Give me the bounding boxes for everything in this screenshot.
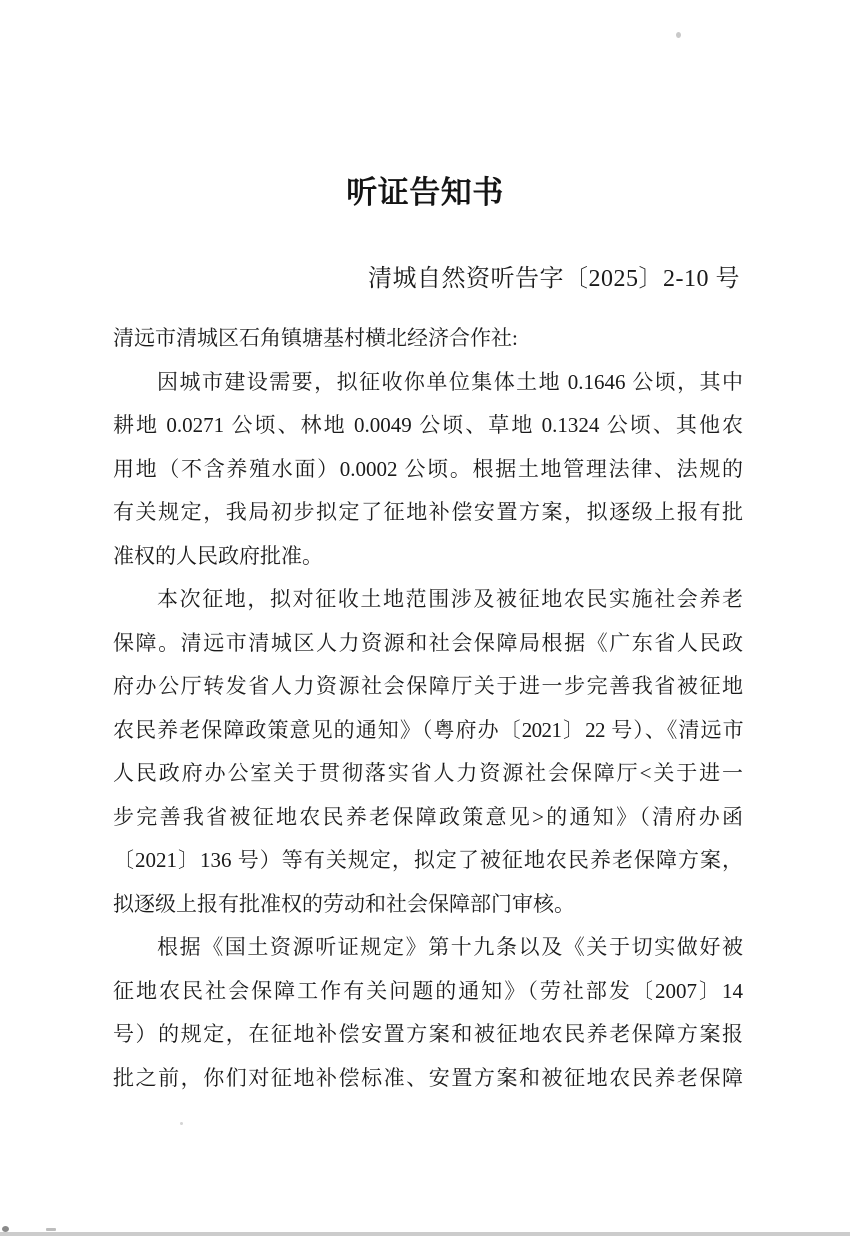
scan-speck bbox=[676, 32, 681, 38]
document-title: 听证告知书 bbox=[346, 175, 504, 210]
body-line: 本次征地，拟对征收土地范围涉及被征地农民实施社会养老 bbox=[157, 587, 743, 611]
document-reference-number: 清城自然资听告字〔2025〕2-10 号 bbox=[368, 266, 740, 292]
body-line: 人民政府办公室关于贯彻落实省人力资源社会保障厅<关于进一 bbox=[113, 761, 743, 785]
body-line: 用地（不含养殖水面）0.0002 公顷。根据土地管理法律、法规的 bbox=[113, 456, 743, 481]
document-body bbox=[113, 317, 743, 1100]
body-line: 拟逐级上报有批准权的劳动和社会保障部门审核。 bbox=[113, 891, 575, 916]
body-line: 因城市建设需要，拟征收你单位集体土地 0.1646 公顷，其中 bbox=[157, 369, 743, 394]
body-line: 农民养老保障政策意见的通知》（粤府办〔2021〕22 号）、《清远市 bbox=[113, 717, 743, 742]
body-line: 〔2021〕136 号）等有关规定，拟定了被征地农民养老保障方案， bbox=[113, 848, 743, 872]
body-line: 准权的人民政府批准。 bbox=[113, 543, 323, 568]
body-line: 有关规定，我局初步拟定了征地补偿安置方案，拟逐级上报有批 bbox=[113, 500, 743, 524]
body-line: 耕地 0.0271 公顷、林地 0.0049 公顷、草地 0.1324 公顷、其他农 bbox=[113, 413, 743, 437]
scan-speck bbox=[46, 1228, 56, 1231]
body-line: 府办公厅转发省人力资源社会保障厅关于进一步完善我省被征地 bbox=[113, 674, 743, 698]
body-line: 批之前，你们对征地补偿标准、安置方案和被征地农民养老保障 bbox=[113, 1065, 743, 1090]
scan-edge-shadow bbox=[0, 1232, 850, 1236]
body-line: 步完善我省被征地农民养老保障政策意见>的通知》（清府办函 bbox=[113, 804, 743, 829]
body-line: 征地农民社会保障工作有关问题的通知》（劳社部发〔2007〕14 bbox=[113, 978, 743, 1003]
body-line: 保障。清远市清城区人力资源和社会保障局根据《广东省人民政 bbox=[113, 630, 743, 655]
body-line: 号）的规定，在征地补偿安置方案和被征地农民养老保障方案报 bbox=[113, 1022, 743, 1046]
addressee-line: 清远市清城区石角镇塘基村横北经济合作社: bbox=[113, 326, 518, 350]
scan-speck bbox=[180, 1122, 183, 1125]
body-line: 根据《国土资源听证规定》第十九条以及《关于切实做好被 bbox=[157, 935, 743, 959]
